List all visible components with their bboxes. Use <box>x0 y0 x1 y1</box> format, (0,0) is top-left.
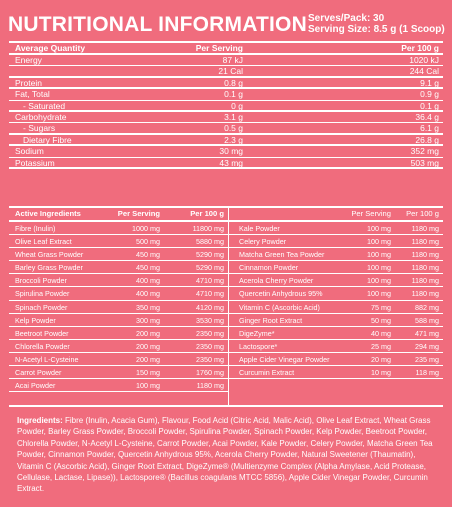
active-ingredient-row <box>9 287 228 300</box>
active-ingredient-row <box>9 340 228 353</box>
active-ingredient-row <box>9 261 228 274</box>
active-ingredient-row <box>229 327 443 340</box>
per-serving-value: 40 mg <box>371 328 391 338</box>
nutrition-row <box>9 112 443 123</box>
ingredient-name: Vitamin C (Ascorbic Acid) <box>239 302 320 312</box>
active-ingredient-row <box>9 274 228 287</box>
per-100g-value: 1180 mg <box>411 250 439 260</box>
panel-title: NUTRITIONAL INFORMATION <box>8 13 307 36</box>
ingredient-name: Chlorella Powder <box>15 341 70 351</box>
per-100g-value: 882 mg <box>415 302 439 312</box>
per-100g-value: 6.1 g <box>420 123 439 134</box>
per-serving-value: 20 mg <box>371 354 391 364</box>
per-100g-value: 588 mg <box>415 315 439 325</box>
per-serving-value: 400 mg <box>136 289 160 299</box>
active-ingredients-right-column <box>229 208 443 379</box>
column-header: Average Quantity <box>15 43 86 53</box>
nutrient-name <box>9 66 139 75</box>
per-serving-value: 100 mg <box>367 250 391 260</box>
per-100g-value: 9.1 g <box>420 77 439 88</box>
per-100g-value: 1020 kJ <box>409 55 439 65</box>
ingredient-name: Spirulina Powder <box>15 289 70 299</box>
per-serving-value: 350 mg <box>136 302 160 312</box>
ingredient-name: Ginger Root Extract <box>239 315 303 325</box>
per-100g-value: 118 mg <box>415 368 439 378</box>
active-header-row <box>229 208 443 222</box>
per-100g-value: 2350 mg <box>196 341 224 351</box>
nutrient-name: - Saturated <box>23 100 66 111</box>
nutrition-row <box>9 123 443 134</box>
active-ingredient-row <box>9 301 228 314</box>
ingredient-name: Acai Powder <box>15 381 56 391</box>
active-ingredient-row <box>229 340 443 353</box>
per-100g-value: 3530 mg <box>196 315 224 325</box>
active-ingredient-row <box>229 353 443 366</box>
per-serving-value: 100 mg <box>367 289 391 299</box>
ingredient-name: Matcha Green Tea Powder <box>239 250 325 260</box>
ingredient-name: Beetroot Powder <box>15 328 69 338</box>
ingredient-name: Olive Leaf Extract <box>15 237 72 247</box>
per-serving-value: 0.8 g <box>224 77 243 88</box>
ingredient-name: Curcumin Extract <box>239 368 295 378</box>
per-100g-value: 5290 mg <box>196 250 224 260</box>
per-serving-value: 75 mg <box>371 302 391 312</box>
per-100g-value: 0.9 g <box>420 89 439 100</box>
per-100g-value: 1180 mg <box>411 263 439 273</box>
ingredient-name: Quercetin Anhydrous 95% <box>239 289 323 299</box>
ingredients-label: Ingredients: <box>17 416 63 425</box>
active-ingredient-row <box>9 222 228 235</box>
ingredient-name: Acerola Cherry Powder <box>239 276 314 286</box>
nutrient-name: Sodium <box>15 146 44 157</box>
per-serving-value: 0.5 g <box>224 123 243 134</box>
per-100g-value: 235 mg <box>415 354 439 364</box>
per-serving-value: 400 mg <box>136 276 160 286</box>
per-100g-value: 503 mg <box>410 157 439 168</box>
ingredient-name: Barley Grass Powder <box>15 263 83 273</box>
per-serving-value: 200 mg <box>136 341 160 351</box>
nutrient-name: Energy <box>15 55 42 65</box>
nutrition-row <box>9 101 443 112</box>
per-100g-value: 1180 mg <box>411 289 439 299</box>
ingredient-name: Celery Powder <box>239 237 287 247</box>
nutrient-name: Dietary Fibre <box>23 134 72 145</box>
nutrition-row <box>9 55 443 66</box>
per-100g-value: 5290 mg <box>196 263 224 273</box>
serving-info <box>308 13 445 35</box>
column-header: Per Serving <box>195 43 243 53</box>
nutrient-name: Fat, Total <box>15 89 50 100</box>
active-ingredient-row <box>9 235 228 248</box>
nutrition-header-row <box>9 43 443 55</box>
ingredient-name: Cinnamon Powder <box>239 263 299 273</box>
per-100g-value: 1180 mg <box>196 381 224 391</box>
per-serving-value: 43 mg <box>219 157 243 168</box>
active-ingredient-row <box>229 314 443 327</box>
nutrition-row <box>9 158 443 169</box>
per-100g-value: 11800 mg <box>192 224 224 233</box>
per-100g-value: 1760 mg <box>196 368 224 378</box>
per-serving-value: 100 mg <box>367 263 391 273</box>
ingredients-statement <box>17 415 441 495</box>
per-100g-value: 2350 mg <box>196 328 224 338</box>
per-100g-value: 26.8 g <box>415 134 439 145</box>
active-ingredient-row <box>229 248 443 261</box>
active-ingredients-left-column <box>9 208 229 405</box>
column-header: Per Serving <box>351 209 391 218</box>
ingredient-name: Spinach Powder <box>15 302 68 312</box>
per-serving-value: 100 mg <box>367 224 391 233</box>
active-ingredient-row <box>9 248 228 261</box>
ingredient-name: Broccoli Powder <box>15 276 67 286</box>
per-serving-value: 0.1 g <box>224 89 243 100</box>
per-100g-value: 294 mg <box>415 341 439 351</box>
column-header: Per 100 g <box>401 43 439 53</box>
per-serving-value: 100 mg <box>367 237 391 247</box>
column-header: Per 100 g <box>406 209 439 218</box>
per-100g-value: 4710 mg <box>196 289 224 299</box>
per-serving-value: 150 mg <box>136 368 160 378</box>
per-100g-value: 352 mg <box>410 146 439 157</box>
per-100g-value: 1180 mg <box>411 237 439 247</box>
ingredient-name: Kelp Powder <box>15 315 56 325</box>
column-header <box>229 208 343 220</box>
per-serving-value: 50 mg <box>371 315 391 325</box>
per-serving-value: 100 mg <box>367 276 391 286</box>
per-100g-value: 2350 mg <box>196 354 224 364</box>
nutrition-row <box>9 78 443 89</box>
nutrition-row <box>9 66 443 77</box>
per-serving-value: 0 g <box>231 100 243 111</box>
per-100g-value: 36.4 g <box>415 111 439 122</box>
serving-size: Serving Size: 8.5 g (1 Scoop) <box>308 24 445 35</box>
active-ingredient-row <box>229 366 443 379</box>
ingredient-name: Fibre (Inulin) <box>15 224 56 233</box>
per-serving-value: 87 kJ <box>222 55 243 65</box>
per-serving-value: 2.3 g <box>224 134 243 145</box>
ingredient-name: Wheat Grass Powder <box>15 250 84 260</box>
per-serving-value: 100 mg <box>136 381 160 391</box>
active-ingredient-row <box>9 379 228 392</box>
nutrition-row <box>9 135 443 146</box>
nutrition-row <box>9 89 443 100</box>
per-100g-value: 1180 mg <box>411 224 439 233</box>
ingredient-name: Lactospore* <box>239 341 278 351</box>
column-header: Per 100 g <box>190 209 224 218</box>
ingredient-name: Carrot Powder <box>15 368 62 378</box>
nutrient-name: - Sugars <box>23 123 56 134</box>
ingredient-name: DigeZyme* <box>239 328 275 338</box>
nutrition-table <box>9 41 443 169</box>
per-serving-value: 300 mg <box>136 315 160 325</box>
nutrient-name: Carbohydrate <box>15 111 67 122</box>
column-header: Active Ingredients <box>15 209 81 218</box>
per-serving-value: 21 Cal <box>218 66 243 77</box>
per-serving-value: 450 mg <box>136 263 160 273</box>
per-serving-value: 25 mg <box>371 341 391 351</box>
nutrient-name: Potassium <box>15 157 55 168</box>
per-serving-value: 30 mg <box>219 146 243 157</box>
nutrition-row <box>9 146 443 157</box>
per-serving-value: 200 mg <box>136 328 160 338</box>
active-ingredient-row <box>229 287 443 300</box>
active-ingredient-row <box>229 235 443 248</box>
active-ingredient-row <box>9 314 228 327</box>
active-ingredient-row <box>229 261 443 274</box>
per-serving-value: 500 mg <box>136 237 160 247</box>
ingredients-text: Fibre (Inulin, Acacia Gum), Flavour, Food Acid (Citric Acid, Malic Acid), Olive Leaf Extract, Wheat Grass Powder, Barley Grass Powder, Broccoli Powder, Spirulina Powder, Spinach Powder, Kelp Powder, Beetroot Powder, Chlorella Powder, N-Acetyl L-Cysteine, Carrot Powder, Acai Powder, Kale Powder, Celery Powder, Matcha Green Tea Powder, Cinnamon Powder, Quercetin Anhydrous 95%, Acerola Cherry Powder, Natural Sweetener (Thaumatin), Vitamin C (Ascorbic Acid), Ginger Root Extract, DigeZyme® (Multienzyme Complex (Alpha Amylase, Acid Protease, Cellulase, Lactase, Lipase)), Lactospore® (Bacillus coagulans MTCC 5856), Apple Cider Vinegar Powder, Curcumin Extract. <box>17 416 433 494</box>
per-serving-value: 1000 mg <box>132 224 160 233</box>
active-header-row <box>9 208 228 222</box>
per-100g-value: 4710 mg <box>196 276 224 286</box>
per-serving-value: 10 mg <box>371 368 391 378</box>
per-100g-value: 0.1 g <box>420 100 439 111</box>
per-100g-value: 1180 mg <box>411 276 439 286</box>
active-ingredient-row <box>229 274 443 287</box>
active-ingredient-row <box>9 366 228 379</box>
per-serving-value: 450 mg <box>136 250 160 260</box>
active-ingredient-row <box>229 301 443 314</box>
per-100g-value: 5880 mg <box>196 237 224 247</box>
ingredient-name: N-Acetyl L-Cysteine <box>15 354 79 364</box>
active-ingredient-row <box>9 327 228 340</box>
per-serving-value: 200 mg <box>136 354 160 364</box>
ingredient-name: Apple Cider Vinegar Powder <box>239 354 330 364</box>
per-100g-value: 4120 mg <box>196 302 224 312</box>
per-100g-value: 244 Cal <box>409 66 439 77</box>
nutrient-name: Protein <box>15 77 42 88</box>
per-100g-value: 471 mg <box>415 328 439 338</box>
ingredient-name: Kale Powder <box>239 224 280 233</box>
active-ingredients-table <box>9 206 443 407</box>
serves-per-pack: Serves/Pack: 30 <box>308 13 385 24</box>
active-ingredient-row <box>9 353 228 366</box>
per-serving-value: 3.1 g <box>224 111 243 122</box>
column-header: Per Serving <box>117 209 160 218</box>
active-ingredient-row <box>229 222 443 235</box>
